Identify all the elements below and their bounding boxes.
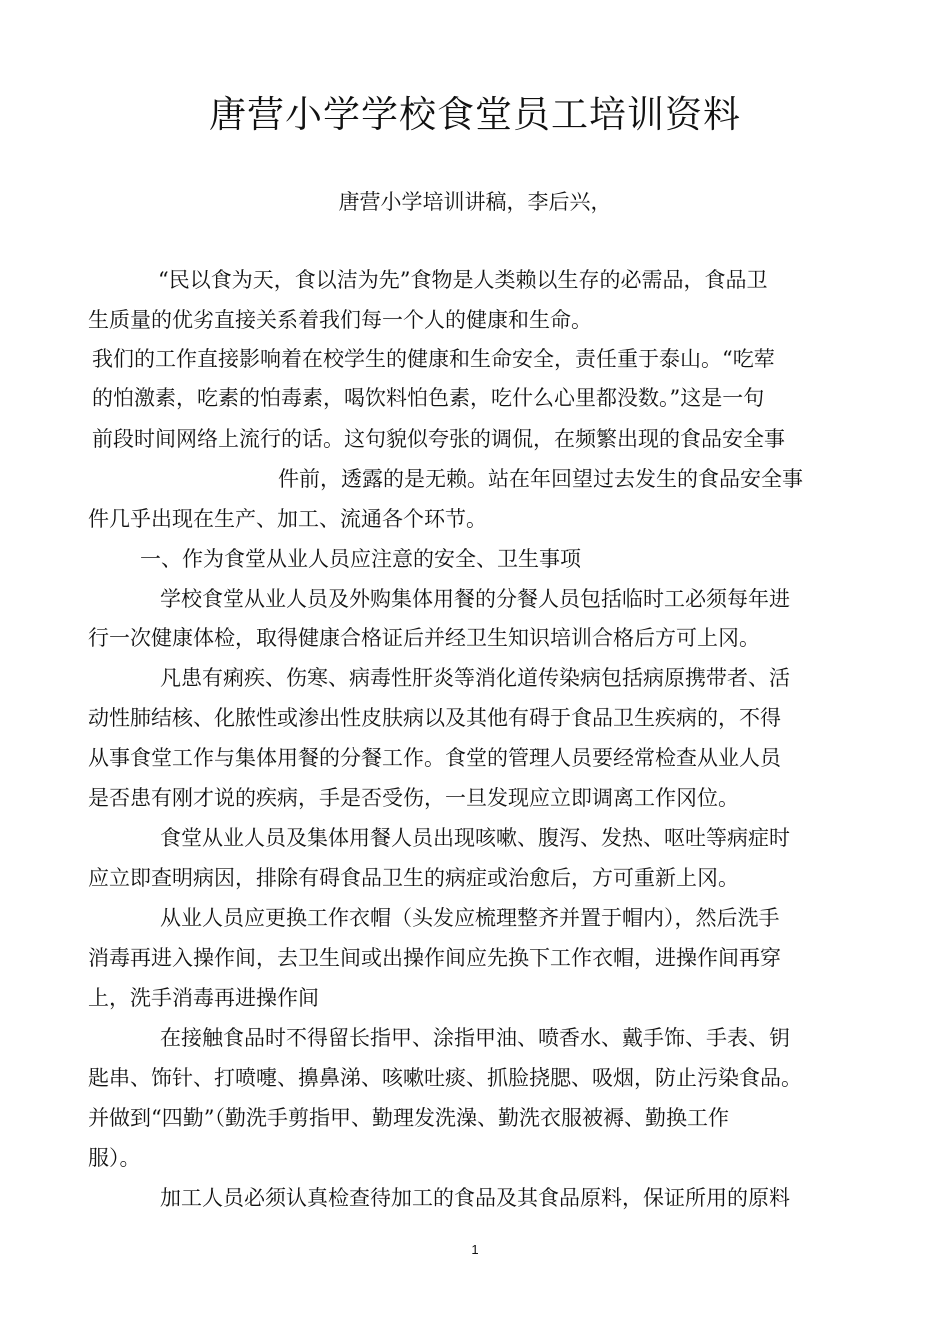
section-heading: 一、作为食堂从业人员应注意的安全、卫生事项 — [140, 547, 581, 571]
body-line: 的怕激素，吃素的怕毒素，喝饮料怕色素，吃什么心里都没数。”这是一句 — [92, 386, 765, 410]
author-line: 唐营小学培训讲稿，李后兴， — [338, 190, 612, 214]
body-line: 上，洗手消毒再进操作间 — [88, 986, 319, 1010]
body-line: 是否患有刚才说的疾病，手是否受伤，一旦发现应立即调离工作冈位。 — [88, 786, 739, 810]
body-line: 匙串、饰针、打喷嚏、擤鼻涕、咳嗽吐痰、抓脸挠腮、吸烟，防止污染食品。 — [88, 1066, 802, 1090]
body-line: 前段时间网络上流行的话。这句貌似夸张的调侃，在频繁出现的食品安全事 — [92, 427, 785, 451]
body-line: 学校食堂从业人员及外购集体用餐的分餐人员包括临时工必须每年进 — [160, 587, 790, 611]
body-line: “民以食为天，食以洁为先”食物是人类赖以生存的必需品，食品卫 — [158, 268, 768, 292]
body-line: 加工人员必须认真检查待加工的食品及其食品原料，保证所用的原料 — [160, 1186, 790, 1210]
document-title: 唐营小学学校食堂员工培训资料 — [209, 93, 741, 136]
body-line: 从业人员应更换工作衣帽（头发应梳理整齐并置于帽内），然后洗手 — [160, 906, 780, 930]
body-line: 件几乎出现在生产、加工、流通各个环节。 — [88, 507, 487, 531]
body-line: 件前，透露的是无赖。站在年回望过去发生的食品安全事 — [278, 467, 803, 491]
body-line: 动性肺结核、化脓性或渗出性皮肤病以及其他有碍于食品卫生疾病的，不得 — [88, 706, 781, 730]
body-line: 行一次健康体检，取得健康合格证后并经卫生知识培训合格后方可上冈。 — [88, 626, 760, 650]
body-line: 服）。 — [88, 1146, 141, 1170]
page-number: 1 — [471, 1242, 479, 1257]
body-line: 应立即查明病因，排除有碍食品卫生的病症或治愈后，方可重新上冈。 — [88, 866, 739, 890]
body-line: 在接触食品时不得留长指甲、涂指甲油、喷香水、戴手饰、手表、钥 — [160, 1026, 790, 1050]
body-line: 凡患有痢疾、伤寒、病毒性肝炎等消化道传染病包括病原携带者、活 — [160, 666, 790, 690]
body-line: 并做到“四勤”（勤洗手剪指甲、勤理发洗澡、勤洗衣服被褥、勤换工作 — [88, 1106, 729, 1130]
body-line: 食堂从业人员及集体用餐人员出现咳嗽、腹泻、发热、呕吐等病症时 — [160, 826, 790, 850]
body-line: 消毒再进入操作间，去卫生间或出操作间应先换下工作衣帽，进操作间再穿 — [88, 946, 781, 970]
body-line: 生质量的优劣直接关系着我们每一个人的健康和生命。 — [88, 308, 592, 332]
body-line: 我们的工作直接影响着在校学生的健康和生命安全，责任重于泰山。“吃荤 — [92, 347, 775, 371]
body-line: 从事食堂工作与集体用餐的分餐工作。食堂的管理人员要经常检查从业人员 — [88, 746, 781, 770]
